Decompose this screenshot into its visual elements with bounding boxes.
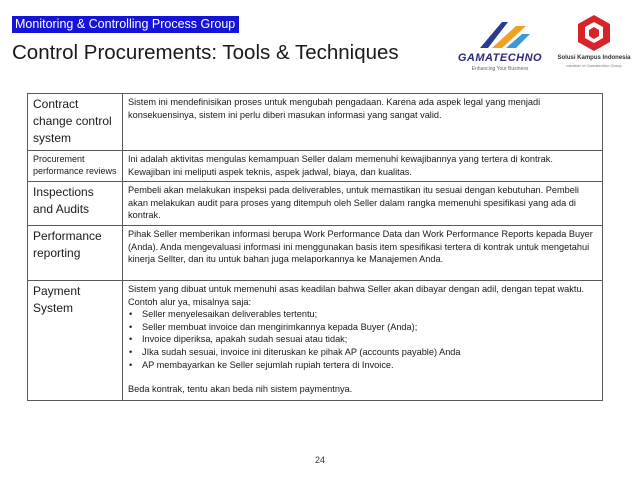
- gamatechno-name: GAMATECHNO: [457, 52, 543, 64]
- term-cell: Payment System: [28, 280, 123, 400]
- payment-intro: Sistem yang dibuat untuk memenuhi asas keadilan bahwa Seller akan dibayar dengan adil, dengan tepat waktu. Contoh alur ya, misalnya saja:: [128, 283, 585, 307]
- term-cell: Inspections and Audits: [28, 182, 123, 226]
- ski-tagline: member of Gamatechno Group: [566, 63, 622, 68]
- gamatechno-tagline: Enhancing Your Business: [471, 66, 529, 72]
- description-cell: [123, 280, 603, 400]
- term-cell: Contract change control system: [28, 94, 123, 151]
- page-number: 24: [314, 455, 325, 465]
- payment-outro: Beda kontrak, tentu akan beda nih sistem paymentnya.: [128, 384, 353, 395]
- list-item: • Invoice diperiksa, apakah sudah sesuai atau tidak;: [128, 333, 597, 346]
- list-item: • AP membayarkan ke Seller sejumlah rupiah tertera di Invoice.: [128, 359, 597, 372]
- ski-logo-icon: [577, 14, 611, 52]
- table-row: [28, 94, 603, 151]
- section-banner: Monitoring & Controlling Process Group: [12, 16, 239, 33]
- payment-steps-list: [128, 308, 597, 371]
- tools-techniques-table: [27, 93, 603, 401]
- list-item: • Seller menyelesaikan deliverables tertentu;: [128, 308, 597, 321]
- table-row: [28, 151, 603, 182]
- ski-name: Solusi Kampus Indonesia: [557, 55, 631, 61]
- description-cell: Pihak Seller memberikan informasi berupa Work Performance Data dan Work Performance Reports kepada Buyer (Anda). Anda mengevaluasi informasi ini menggunakan basis item spesifikasi tertera di kontrak untuk mengetahui kinerja Sellter, dan itu untuk bahan juga melaporkannya ke Manajemen Anda.: [123, 225, 603, 280]
- table-row: [28, 225, 603, 280]
- ski-logo: [555, 14, 633, 76]
- gamatechno-logo-icon: [472, 18, 532, 52]
- description-cell: Ini adalah aktivitas mengulas kemampuan Seller dalam memenuhi kewajibannya yang tertera di kontrak. Kewajiban ini meliputi aspek teknis, aspek jadwal, biaya, dan kualitas.: [123, 151, 603, 182]
- list-item: • Seller membuat invoice dan mengirimkannya kepada Buyer (Anda);: [128, 321, 597, 334]
- term-cell: Performance reporting: [28, 225, 123, 280]
- description-cell: Sistem ini mendefinisikan proses untuk mengubah pengadaan. Karena ada aspek legal yang menjadi konsekuensinya, sistem ini perlu diberi masukan informasi yang sangat valid.: [123, 94, 603, 151]
- table-row: [28, 182, 603, 226]
- list-item: • JIka sudah sesuai, invoice ini diteruskan ke pihak AP (accounts payable) Anda: [128, 346, 597, 359]
- page-title: Control Procurements: Tools & Techniques: [12, 41, 399, 64]
- table-row: [28, 280, 603, 400]
- gamatechno-logo: [448, 18, 552, 74]
- term-cell: Procurement performance reviews: [28, 151, 123, 182]
- description-cell: Pembeli akan melakukan inspeksi pada deliverables, untuk memastikan itu sesuai dengan kebutuhan. Pembeli akan melakukan audit para proses yang ditempuh oleh Seller dalam rangka memenuhi spesifikasi yang ada di kontrak.: [123, 182, 603, 226]
